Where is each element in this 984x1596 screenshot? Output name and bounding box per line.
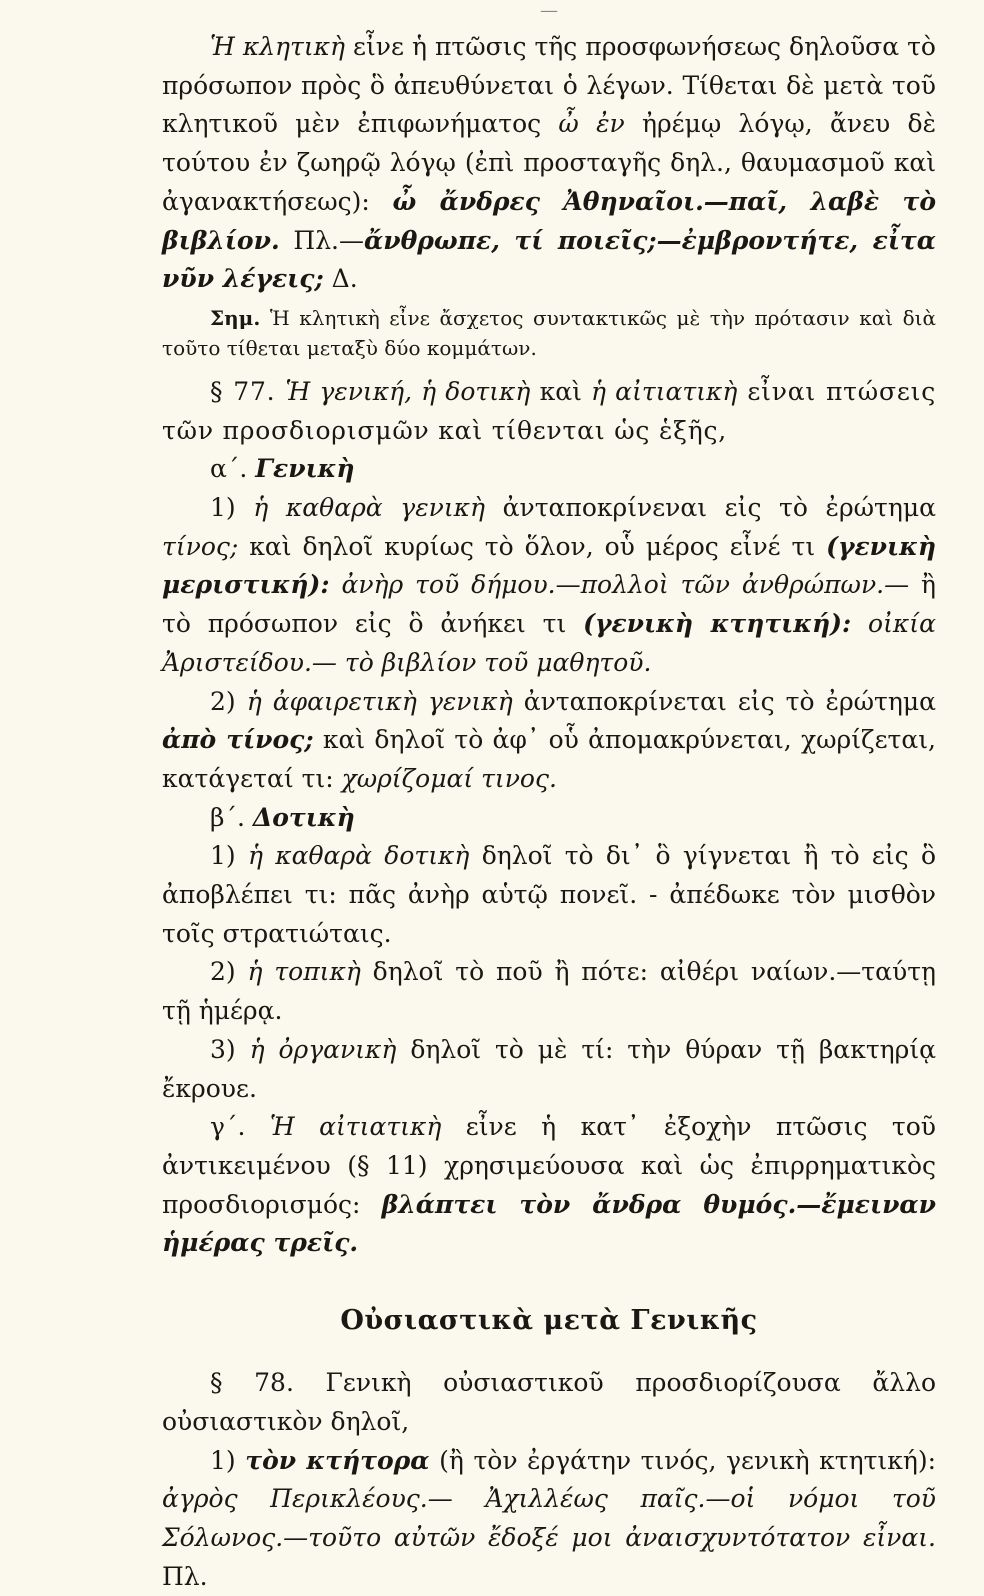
page-top-mark: —: [540, 0, 558, 21]
paragraph-vocative: Ἡ κλητικὴ εἶνε ἡ πτῶσις τῆς προσφωνήσεως δηλοῦσα τὸ πρόσωπον πρὸς ὃ ἀπευθύνεται ὁ λέγων. Τίθεται δὲ μετὰ τοῦ κλητικοῦ μὲν ἐπιφωνήματος ὦ ἐν ἠρέμῳ λόγῳ, ἄνευ δὲ τούτου ἐν ζωηρῷ λόγῳ (ἐπὶ προσταγῆς δηλ., θαυμασμοῦ καὶ ἀγανακτήσεως): ὦ ἄνδρες Ἀθηναῖοι.—παῖ, λαβὲ τὸ βιβλίον. Πλ.—ἄνθρωπε, τί ποιεῖς;—ἐμβροντήτε, εἶτα νῦν λέγεις; Δ.: [162, 28, 936, 299]
note-vocative: Σημ. Ἡ κλητικὴ εἶνε ἄσχετος συντακτικῶς μὲ τὴν πρότασιν καὶ διὰ τοῦτο τίθεται μεταξὺ δύο κομμάτων.: [162, 303, 936, 363]
heading-genitive: α΄. Γενικὴ: [210, 450, 936, 489]
paragraph-78: § 78. Γενικὴ οὐσιαστικοῦ προσδιορίζουσα ἄλλο οὐσιαστικὸν δηλοῖ,: [162, 1364, 936, 1441]
paragraph-77: § 77. Ἡ γενική, ἡ δοτικὴ καὶ ἡ αἰτιατικὴ εἶναι πτώσεις τῶν προσδιορισμῶν καὶ τίθενται ὡς ἑξῆς,: [162, 373, 936, 450]
dative-item-1: 1) ἡ καθαρὰ δοτικὴ δηλοῖ τὸ δι᾽ ὃ γίγνεται ἢ τὸ εἰς ὃ ἀποβλέπει τι: πᾶς ἀνὴρ αὑτῷ πονεῖ. - ἀπέδωκε τὸν μισθὸν τοῖς στρατιώταις.: [162, 837, 936, 953]
section-heading: Οὐσιαστικὰ μετὰ Γενικῆς: [162, 1305, 936, 1336]
dative-item-2: 2) ἡ τοπικὴ δηλοῖ τὸ ποῦ ἢ πότε: αἰθέρι ναίων.—ταύτῃ τῇ ἡμέρᾳ.: [162, 953, 936, 1030]
dative-item-3: 3) ἡ ὀργανικὴ δηλοῖ τὸ μὲ τί: τὴν θύραν τῇ βακτηρίᾳ ἔκρουε.: [162, 1031, 936, 1108]
genitive-item-1: 1) ἡ καθαρὰ γενικὴ ἀνταποκρίνεναι εἰς τὸ ἐρώτημα τίνος; καὶ δηλοῖ κυρίως τὸ ὅλον, οὗ μέρος εἶνέ τι (γενικὴ μεριστική): ἀνὴρ τοῦ δήμου.—πολλοὶ τῶν ἀνθρώπων.— ἢ τὸ πρόσωπον εἰς ὃ ἀνήκει τι (γενικὴ κτητική): οἰκία Ἀριστείδου.— τὸ βιβλίον τοῦ μαθητοῦ.: [162, 489, 936, 683]
paragraph-78-item-1: 1) τὸν κτήτορα (ἢ τὸν ἐργάτην τινός, γενικὴ κτητική): ἀγρὸς Περικλέους.— Ἀχιλλέως παῖς.—οἱ νόμοι τοῦ Σόλωνος.—τοῦτο αὐτῶν ἔδοξέ μοι ἀναισχυντότατον εἶναι. Πλ.: [162, 1442, 936, 1596]
genitive-item-2: 2) ἡ ἀφαιρετικὴ γενικὴ ἀνταποκρίνεται εἰς τὸ ἐρώτημα ἀπὸ τίνος; καὶ δηλοῖ τὸ ἀφ᾽ οὗ ἀπομακρύνεται, χωρίζεται, κατάγεταί τι: χωρίζομαί τινος.: [162, 683, 936, 799]
heading-dative: β΄. Δοτικὴ: [210, 799, 936, 838]
accusative-paragraph: γ΄. Ἡ αἰτιατικὴ εἶνε ἡ κατ᾽ ἐξοχὴν πτῶσις τοῦ ἀντικειμένου (§ 11) χρησιμεύουσα καὶ ὡς ἐπιρρηματικὸς προσδιορισμός: βλάπτει τὸν ἄνδρα θυμός.—ἔμειναν ἡμέρας τρεῖς.: [162, 1108, 936, 1263]
